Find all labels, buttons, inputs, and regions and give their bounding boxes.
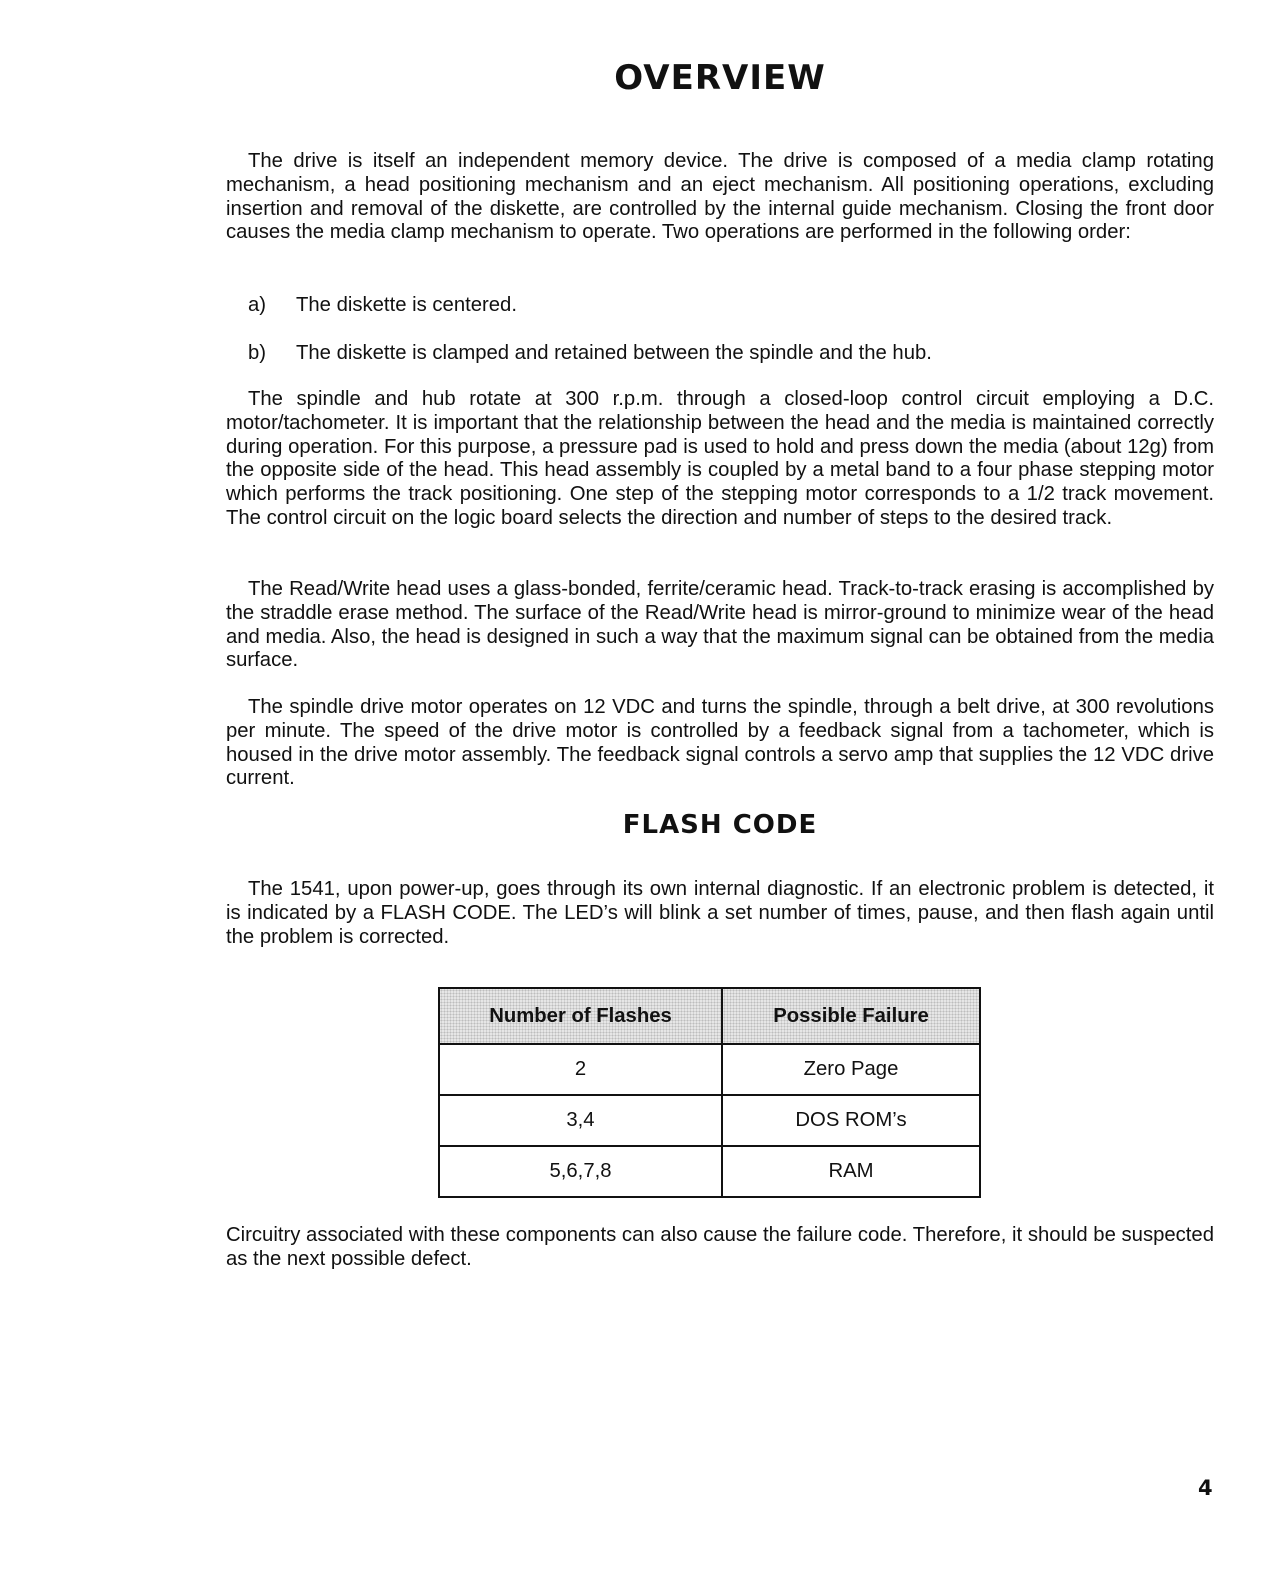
list-item-text: The diskette is clamped and retained between the spindle and the hub. — [296, 342, 932, 364]
cell-failure: DOS ROM’s — [722, 1095, 980, 1146]
flash-code-table — [438, 987, 981, 1198]
flash-code-note: Circuitry associated with these components can also cause the failure code. Therefore, it should be suspected as the next possible defect. — [226, 1224, 1214, 1270]
list-marker: b) — [248, 342, 267, 364]
list-item — [248, 341, 1214, 365]
header-number-of-flashes: Number of Flashes — [439, 988, 722, 1044]
flash-code-heading: FLASH CODE — [622, 810, 818, 840]
overview-paragraph-4: The spindle drive motor operates on 12 VDC and turns the spindle, through a belt drive, at 300 revolutions per minute. The speed of the drive motor is controlled by a feedback signal from a tachometer, which is housed in the drive motor assembly. The feedback signal controls a servo amp that supplies the 12 VDC drive current. — [226, 696, 1214, 790]
list-item — [248, 293, 1214, 317]
table-row — [439, 1146, 980, 1197]
cell-failure: RAM — [722, 1146, 980, 1197]
flash-code-paragraph: The 1541, upon power-up, goes through its own internal diagnostic. If an electronic problem is detected, it is indicated by a FLASH CODE. The LED’s will blink a set number of times, pause, and then flash again until the problem is corrected. — [226, 878, 1214, 948]
cell-flashes: 5,6,7,8 — [439, 1146, 722, 1197]
list-marker: a) — [248, 294, 267, 316]
table-header-row — [439, 988, 980, 1044]
cell-failure: Zero Page — [722, 1044, 980, 1095]
list-item-text: The diskette is centered. — [296, 294, 517, 316]
header-possible-failure: Possible Failure — [722, 988, 980, 1044]
page-number: 4 — [1198, 1476, 1213, 1500]
cell-flashes: 3,4 — [439, 1095, 722, 1146]
overview-paragraph-2: The spindle and hub rotate at 300 r.p.m. through a closed-loop control circuit employing a D.C. motor/tachometer. It is important that the relationship between the head and the media is maintained correctly during operation. For this purpose, a pressure pad is used to hold and press down the media (about 12g) from the opposite side of the head. This head assembly is coupled by a metal band to a four phase stepping motor which performs the track positioning. One step of the stepping motor corresponds to a 1/2 track movement. The control circuit on the logic board selects the direction and number of steps to the desired track. — [226, 388, 1214, 529]
overview-heading: OVERVIEW — [614, 58, 826, 98]
table-row — [439, 1044, 980, 1095]
overview-paragraph-1: The drive is itself an independent memory device. The drive is composed of a media clamp rotating mechanism, a head positioning mechanism and an eject mechanism. All positioning operations, excluding insertion and removal of the diskette, are controlled by the internal guide mechanism. Closing the front door causes the media clamp mechanism to operate. Two operations are performed in the following order: — [226, 150, 1214, 244]
table-row — [439, 1095, 980, 1146]
overview-paragraph-3: The Read/Write head uses a glass-bonded, ferrite/ceramic head. Track-to-track erasing is accomplished by the straddle erase method. The surface of the Read/Write head is mirror-ground to minimize wear of the head and media. Also, the head is designed in such a way that the maximum signal can be obtained from the media surface. — [226, 578, 1214, 672]
cell-flashes: 2 — [439, 1044, 722, 1095]
